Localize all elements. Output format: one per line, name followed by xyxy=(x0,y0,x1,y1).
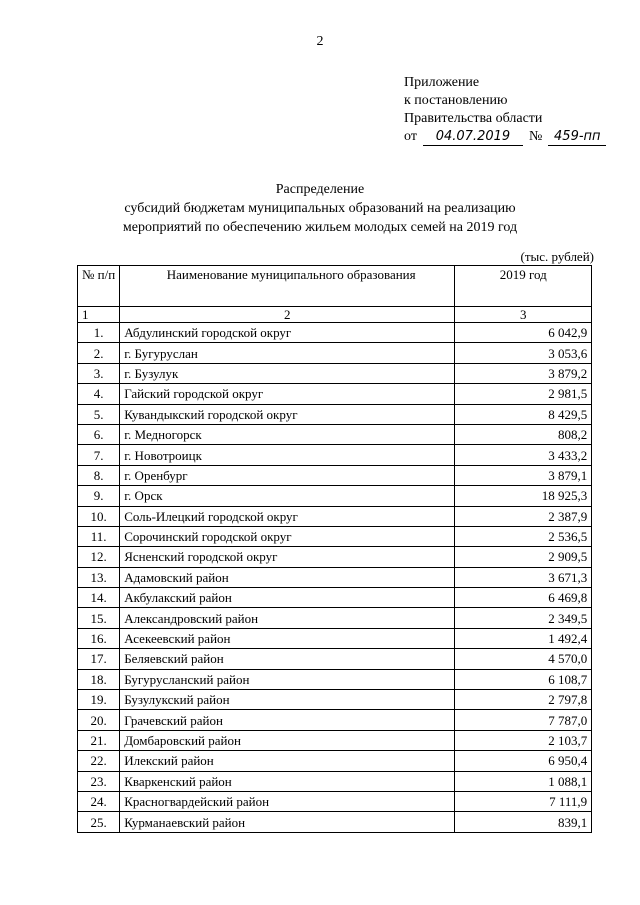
row-value: 808,2 xyxy=(455,424,592,444)
row-number: 7. xyxy=(78,445,120,465)
row-value: 2 981,5 xyxy=(455,384,592,404)
row-value: 1 088,1 xyxy=(455,771,592,791)
row-number: 22. xyxy=(78,751,120,771)
row-name: Кваркенский район xyxy=(120,771,455,791)
table-row xyxy=(78,690,592,710)
page-number: 2 xyxy=(316,34,324,49)
table-row xyxy=(78,730,592,750)
row-name: Соль-Илецкий городской округ xyxy=(120,506,455,526)
table-row xyxy=(78,547,592,567)
row-value: 6 469,8 xyxy=(455,588,592,608)
row-name: Беляевский район xyxy=(120,649,455,669)
row-value: 8 429,5 xyxy=(455,404,592,424)
table-row xyxy=(78,710,592,730)
row-value: 2 536,5 xyxy=(455,526,592,546)
row-value: 6 108,7 xyxy=(455,669,592,689)
row-number: 2. xyxy=(78,343,120,363)
row-name: Абдулинский городской округ xyxy=(120,323,455,343)
table-row xyxy=(78,384,592,404)
table-row xyxy=(78,567,592,587)
row-number: 14. xyxy=(78,588,120,608)
row-number: 15. xyxy=(78,608,120,628)
row-value: 2 349,5 xyxy=(455,608,592,628)
appendix-block xyxy=(404,74,606,146)
row-name: Бузулукский район xyxy=(120,690,455,710)
table-body xyxy=(78,323,592,833)
date-prefix: от xyxy=(404,129,417,144)
index-value: 3 xyxy=(455,307,592,323)
row-name: Илекский район xyxy=(120,751,455,771)
title-line-1: Распределение xyxy=(275,182,365,197)
appendix-date-row xyxy=(404,128,606,146)
table-row xyxy=(78,628,592,648)
row-number: 1. xyxy=(78,323,120,343)
row-name: Грачевский район xyxy=(120,710,455,730)
row-name: г. Орск xyxy=(120,486,455,506)
index-name: 2 xyxy=(120,307,455,323)
row-name: Ясненский городской округ xyxy=(120,547,455,567)
title-line-2: субсидий бюджетам муниципальных образований на реализацию xyxy=(124,201,516,216)
row-name: Бугурусланский район xyxy=(120,669,455,689)
row-number: 6. xyxy=(78,424,120,444)
row-name: Адамовский район xyxy=(120,567,455,587)
row-value: 7 111,9 xyxy=(455,791,592,811)
row-name: г. Бугуруслан xyxy=(120,343,455,363)
row-value: 7 787,0 xyxy=(455,710,592,730)
title-line-3: мероприятий по обеспечению жильем молодых семей на 2019 год xyxy=(122,220,518,235)
table-row xyxy=(78,526,592,546)
row-value: 2 103,7 xyxy=(455,730,592,750)
row-name: Асекеевский район xyxy=(120,628,455,648)
table-row xyxy=(78,343,592,363)
row-number: 11. xyxy=(78,526,120,546)
table-row xyxy=(78,424,592,444)
handwritten-date: 04.07.2019 xyxy=(423,129,523,146)
row-number: 25. xyxy=(78,812,120,832)
number-prefix: № xyxy=(528,129,543,144)
handwritten-number: 459-пп xyxy=(548,129,606,146)
row-name: Гайский городской округ xyxy=(120,384,455,404)
row-value: 3 433,2 xyxy=(455,445,592,465)
row-number: 24. xyxy=(78,791,120,811)
table-row xyxy=(78,649,592,669)
table-row xyxy=(78,608,592,628)
row-value: 839,1 xyxy=(455,812,592,832)
row-value: 6 950,4 xyxy=(455,751,592,771)
table-row xyxy=(78,791,592,811)
table-row xyxy=(78,486,592,506)
row-number: 16. xyxy=(78,628,120,648)
row-value: 3 053,6 xyxy=(455,343,592,363)
row-value: 18 925,3 xyxy=(455,486,592,506)
row-value: 3 671,3 xyxy=(455,567,592,587)
row-number: 17. xyxy=(78,649,120,669)
row-name: г. Бузулук xyxy=(120,363,455,383)
row-number: 3. xyxy=(78,363,120,383)
row-value: 6 042,9 xyxy=(455,323,592,343)
header-num: № п/п xyxy=(78,266,120,307)
table-row xyxy=(78,404,592,424)
subsidy-table xyxy=(77,265,592,833)
table-row xyxy=(78,669,592,689)
row-value: 3 879,1 xyxy=(455,465,592,485)
row-number: 8. xyxy=(78,465,120,485)
row-name: г. Медногорск xyxy=(120,424,455,444)
table-row xyxy=(78,771,592,791)
row-value: 2 387,9 xyxy=(455,506,592,526)
row-name: Сорочинский городской округ xyxy=(120,526,455,546)
units-label: (тыс. рублей) xyxy=(520,249,594,264)
row-number: 21. xyxy=(78,730,120,750)
row-number: 5. xyxy=(78,404,120,424)
appendix-line-2: к постановлению xyxy=(404,93,508,108)
index-num: 1 xyxy=(78,307,120,323)
row-value: 2 909,5 xyxy=(455,547,592,567)
row-number: 4. xyxy=(78,384,120,404)
row-number: 12. xyxy=(78,547,120,567)
row-name: г. Новотроицк xyxy=(120,445,455,465)
row-value: 1 492,4 xyxy=(455,628,592,648)
row-number: 23. xyxy=(78,771,120,791)
table-row xyxy=(78,588,592,608)
document-title xyxy=(0,180,640,237)
row-number: 13. xyxy=(78,567,120,587)
row-name: Красногвардейский район xyxy=(120,791,455,811)
table-index-row xyxy=(78,307,592,323)
header-value: 2019 год xyxy=(455,266,592,307)
table-header-row xyxy=(78,266,592,307)
appendix-line-3: Правительства области xyxy=(404,111,543,126)
table-row xyxy=(78,751,592,771)
row-number: 10. xyxy=(78,506,120,526)
row-number: 9. xyxy=(78,486,120,506)
row-value: 3 879,2 xyxy=(455,363,592,383)
row-value: 4 570,0 xyxy=(455,649,592,669)
row-value: 2 797,8 xyxy=(455,690,592,710)
row-name: Курманаевский район xyxy=(120,812,455,832)
row-number: 20. xyxy=(78,710,120,730)
row-name: Кувандыкский городской округ xyxy=(120,404,455,424)
row-number: 19. xyxy=(78,690,120,710)
table-row xyxy=(78,465,592,485)
table-row xyxy=(78,812,592,832)
table-row xyxy=(78,506,592,526)
row-name: г. Оренбург xyxy=(120,465,455,485)
header-name: Наименование муниципального образования xyxy=(120,266,455,307)
table-row xyxy=(78,445,592,465)
row-name: Александровский район xyxy=(120,608,455,628)
table-row xyxy=(78,363,592,383)
row-name: Акбулакский район xyxy=(120,588,455,608)
row-number: 18. xyxy=(78,669,120,689)
appendix-line-1: Приложение xyxy=(404,75,480,90)
table-row xyxy=(78,323,592,343)
row-name: Домбаровский район xyxy=(120,730,455,750)
